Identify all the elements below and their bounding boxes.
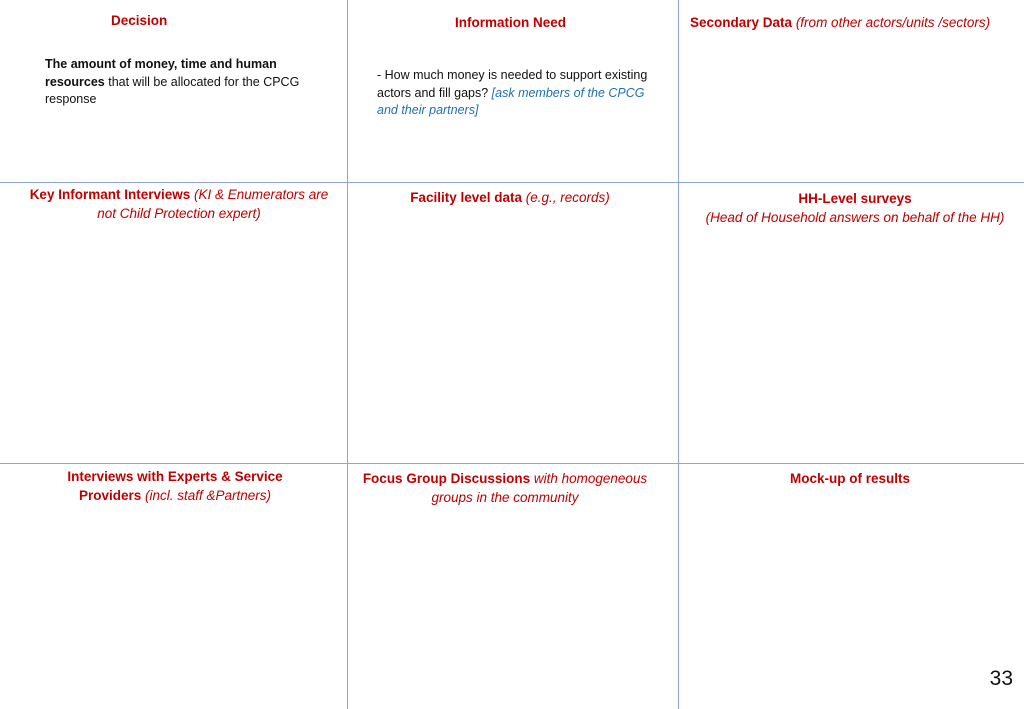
decision-heading: Decision [111, 13, 168, 28]
decision-text-bold: The amount of money, time and human resources [45, 57, 277, 89]
decision-text [45, 56, 305, 109]
page-number: 33 [989, 667, 1013, 690]
focus-groups-heading: Focus Group Discussions with homogeneous groups in the community [362, 471, 648, 505]
secondary-data-heading: Secondary Data (from other actors/units /sectors) [690, 15, 991, 30]
information-need-text [377, 67, 657, 120]
information-need-question: - How much money is needed to support existing actors and fill gaps? [377, 68, 648, 100]
information-need-heading: Information Need [455, 15, 567, 30]
grid-divider-vertical-2 [678, 0, 679, 709]
key-informant-heading: Key Informant Interviews (KI & Enumerators are not Child Protection expert) [29, 187, 329, 221]
facility-data-heading: Facility level data (e.g., records) [410, 190, 610, 205]
grid-divider-vertical-1 [347, 0, 348, 709]
grid-divider-horizontal-2 [0, 463, 1024, 464]
expert-interviews-heading: Interviews with Experts & Service Providers (incl. staff &Partners) [67, 469, 283, 503]
decision-text-rest: that will be allocated for the CPCG response [45, 74, 300, 106]
hh-surveys-heading: HH-Level surveys (Head of Household answers on behalf of the HH) [705, 191, 1005, 225]
grid-divider-horizontal-1 [0, 182, 1024, 183]
mockup-results-heading: Mock-up of results [789, 471, 910, 486]
information-need-source-note: [ask members of the CPCG and their partners] [377, 85, 645, 117]
